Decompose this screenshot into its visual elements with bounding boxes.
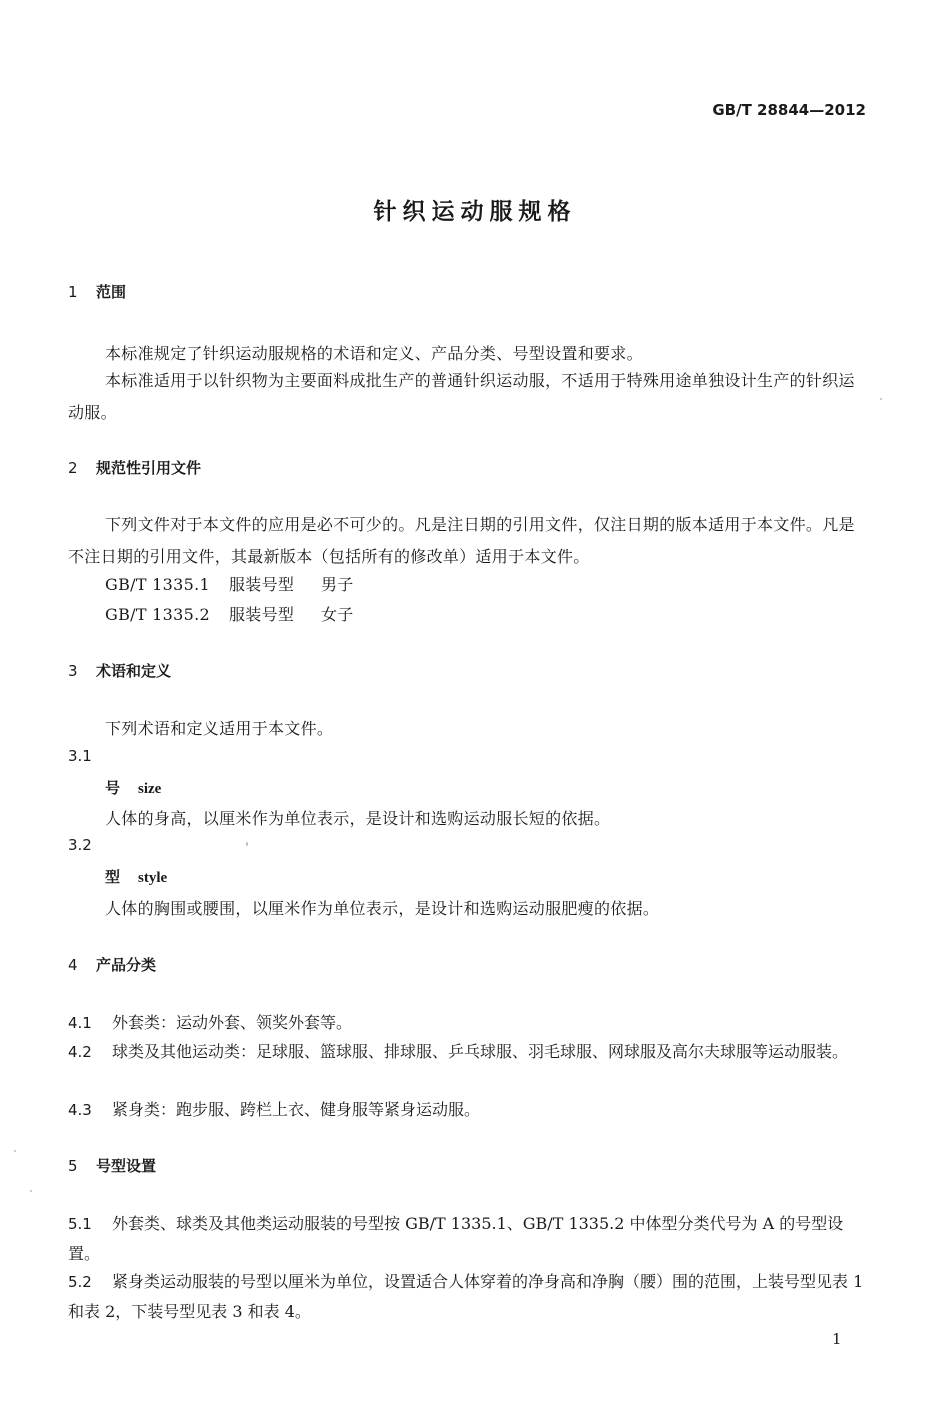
classification-item	[68, 1008, 868, 1038]
item-text: 外套类、球类及其他类运动服装的号型按 GB/T 1335.1、GB/T 1335.2 中体型分类代号为 A 的号型设置。	[68, 1214, 844, 1263]
item-number: 4.3	[68, 1101, 92, 1119]
reference-code: GB/T 1335.1	[105, 575, 210, 594]
item-text: 紧身类运动服装的号型以厘米为单位，设置适合人体穿着的净身高和净胸（腰）围的范围，上装号型见表 1 和表 2，下装号型见表 3 和表 4。	[68, 1272, 864, 1321]
section-2-heading	[68, 457, 201, 478]
term-name	[105, 777, 161, 798]
size-setting-item	[68, 1209, 868, 1268]
scan-speck	[14, 1150, 16, 1152]
section-1-paragraph-1: 本标准规定了针织运动服规格的术语和定义、产品分类、号型设置和要求。	[105, 344, 643, 363]
section-title: 规范性引用文件	[96, 459, 202, 477]
reference-item	[105, 602, 354, 625]
term-definition: 人体的胸围或腰围，以厘米作为单位表示，是设计和选购运动服肥瘦的依据。	[105, 899, 660, 918]
section-number: 4	[68, 956, 78, 974]
section-title: 产品分类	[96, 956, 157, 974]
section-title: 术语和定义	[96, 662, 172, 680]
section-5-heading	[68, 1155, 156, 1176]
term-number: 3.1	[68, 747, 92, 765]
section-1-heading	[68, 281, 126, 302]
item-text: 球类及其他运动类：足球服、篮球服、排球服、乒乓球服、羽毛球服、网球服及高尔夫球服等运动服装。	[112, 1042, 849, 1061]
classification-item	[68, 1037, 868, 1067]
section-number: 2	[68, 459, 78, 477]
term-name	[105, 866, 167, 887]
item-number: 4.2	[68, 1043, 92, 1061]
section-1-paragraph-2: 本标准适用于以针织物为主要面料成批生产的普通针织运动服，不适用于特殊用途单独设计生产的针织运动服。	[68, 371, 855, 422]
section-number: 3	[68, 662, 78, 680]
section-title: 范围	[96, 283, 127, 301]
standard-code: GB/T 28844—2012	[712, 101, 866, 119]
scan-speck	[30, 1190, 32, 1192]
reference-gender: 男子	[321, 575, 354, 594]
term-zh: 型	[105, 868, 121, 886]
section-4-heading	[68, 954, 156, 975]
section-3-intro: 下列术语和定义适用于本文件。	[105, 719, 334, 738]
item-number: 5.2	[68, 1273, 92, 1291]
section-number: 1	[68, 283, 78, 301]
section-title: 号型设置	[96, 1157, 157, 1175]
item-text: 外套类：运动外套、领奖外套等。	[112, 1013, 353, 1032]
document-title: 针织运动服规格	[373, 199, 577, 225]
term-number: 3.2	[68, 836, 92, 854]
page-number: 1	[832, 1330, 842, 1348]
term-en: size	[138, 781, 162, 797]
term-en: style	[138, 870, 168, 886]
section-2-paragraph: 下列文件对于本文件的应用是必不可少的。凡是注日期的引用文件，仅注日期的版本适用于本文件。凡是不注日期的引用文件，其最新版本（包括所有的修改单）适用于本文件。	[68, 515, 855, 566]
item-text: 紧身类：跑步服、跨栏上衣、健身服等紧身运动服。	[112, 1100, 481, 1119]
reference-code: GB/T 1335.2	[105, 605, 210, 624]
reference-item	[105, 572, 354, 595]
scan-speck	[246, 842, 248, 846]
reference-name: 服装号型	[229, 575, 295, 594]
term-zh: 号	[105, 779, 121, 797]
section-number: 5	[68, 1157, 78, 1175]
classification-item	[68, 1095, 868, 1125]
size-setting-item	[68, 1267, 868, 1326]
section-3-heading	[68, 660, 171, 681]
item-number: 4.1	[68, 1014, 92, 1032]
reference-gender: 女子	[321, 605, 354, 624]
term-definition: 人体的身高，以厘米作为单位表示，是设计和选购运动服长短的依据。	[105, 809, 611, 828]
scan-speck	[880, 398, 882, 400]
reference-name: 服装号型	[229, 605, 295, 624]
item-number: 5.1	[68, 1215, 92, 1233]
